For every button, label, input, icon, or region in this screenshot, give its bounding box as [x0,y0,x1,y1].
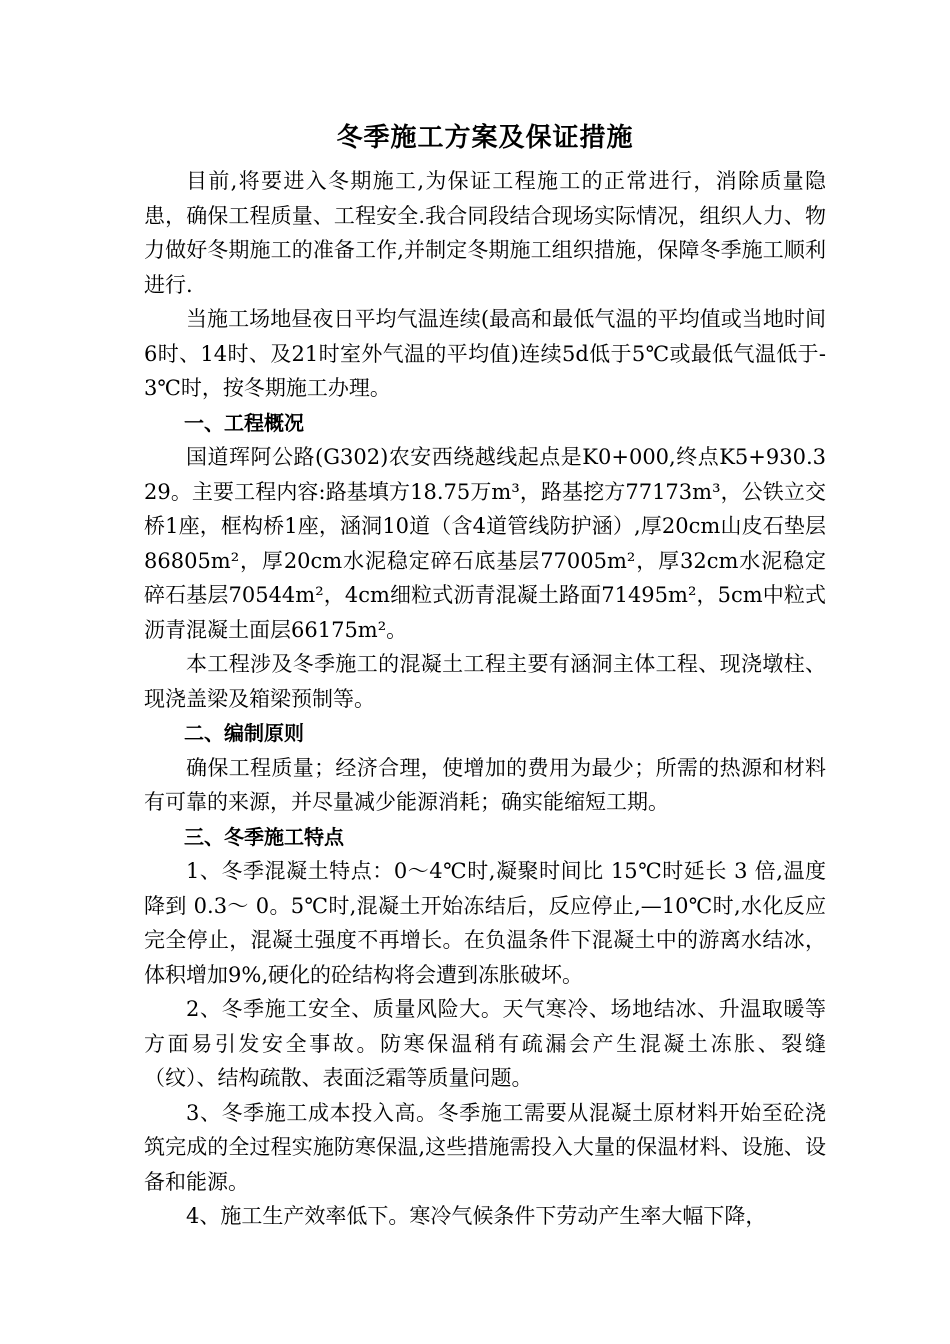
intro-paragraph-2: 当施工场地昼夜日平均气温连续(最高和最低气温的平均值或当地时间6时、14时、及21时室外气温的平均值)连续5d低于5℃或最低气温低于-3℃时，按冬期施工办理。 [144,307,826,400]
intro-paragraph-1: 目前,将要进入冬期施工,为保证工程施工的正常进行，消除质量隐患，确保工程质量、工程安全.我合同段结合现场实际情况，组织人力、物力做好冬期施工的准备工作,并制定冬期施工组织措施，保障冬季施工顺利进行. [144,169,826,297]
section-heading-principles: 二、编制原则 [184,721,304,745]
characteristics-paragraph-4: 4、施工生产效率低下。寒冷气候条件下劳动产生率大幅下降， [186,1204,767,1228]
document-title: 冬季施工方案及保证措施 [336,123,634,153]
characteristics-paragraph-3: 3、冬季施工成本投入高。冬季施工需要从混凝土原材料开始至砼浇筑完成的全过程实施防寒保温,这些措施需投入大量的保温材料、设施、设备和能源。 [144,1100,826,1194]
principles-paragraph-1: 确保工程质量；经济合理，使增加的费用为最少；所需的热源和材料有可靠的来源，并尽量减少能源消耗；确实能缩短工期。 [144,755,826,814]
characteristics-paragraph-1: 1、冬季混凝土特点：0～4℃时,凝聚时间比 15℃时延长 3 倍,温度降到 0.3～ 0。5℃时,混凝土开始冻结后，反应停止,—10℃时,水化反应完全停止，混凝土强度不再增长。在负温条件下混凝土中的游离水结冰，体积增加9%,硬化的砼结构将会遭到冻胀破坏。 [144,859,826,987]
section-heading-project-overview: 一、工程概况 [184,410,304,435]
document-page [144,116,826,1234]
section-heading-winter-characteristics: 三、冬季施工特点 [184,824,344,849]
project-overview-paragraph-2: 本工程涉及冬季施工的混凝土工程主要有涵洞主体工程、现浇墩柱、现浇盖梁及箱梁预制等。 [144,652,826,711]
characteristics-paragraph-2: 2、冬季施工安全、质量风险大。天气寒冷、场地结冰、升温取暖等方面易引发安全事故。防寒保温稍有疏漏会产生混凝土冻胀、裂缝（纹）、结构疏散、表面泛霜等质量问题。 [144,997,826,1090]
project-overview-paragraph-1: 国道珲阿公路(G302)农安西绕越线起点是K0+000,终点K5+930.329。主要工程内容:路基填方18.75万m³，路基挖方77173m³，公铁立交桥1座，框构桥1座，涵洞10道（含4道管线防护涵）,厚20cm山皮石垫层86805m²，厚20cm水泥稳定碎石底基层77005m²，厚32cm水泥稳定碎石基层70544m²，4cm细粒式沥青混凝土路面71495m²，5cm中粒式沥青混凝土面层66175m²。 [144,445,826,642]
